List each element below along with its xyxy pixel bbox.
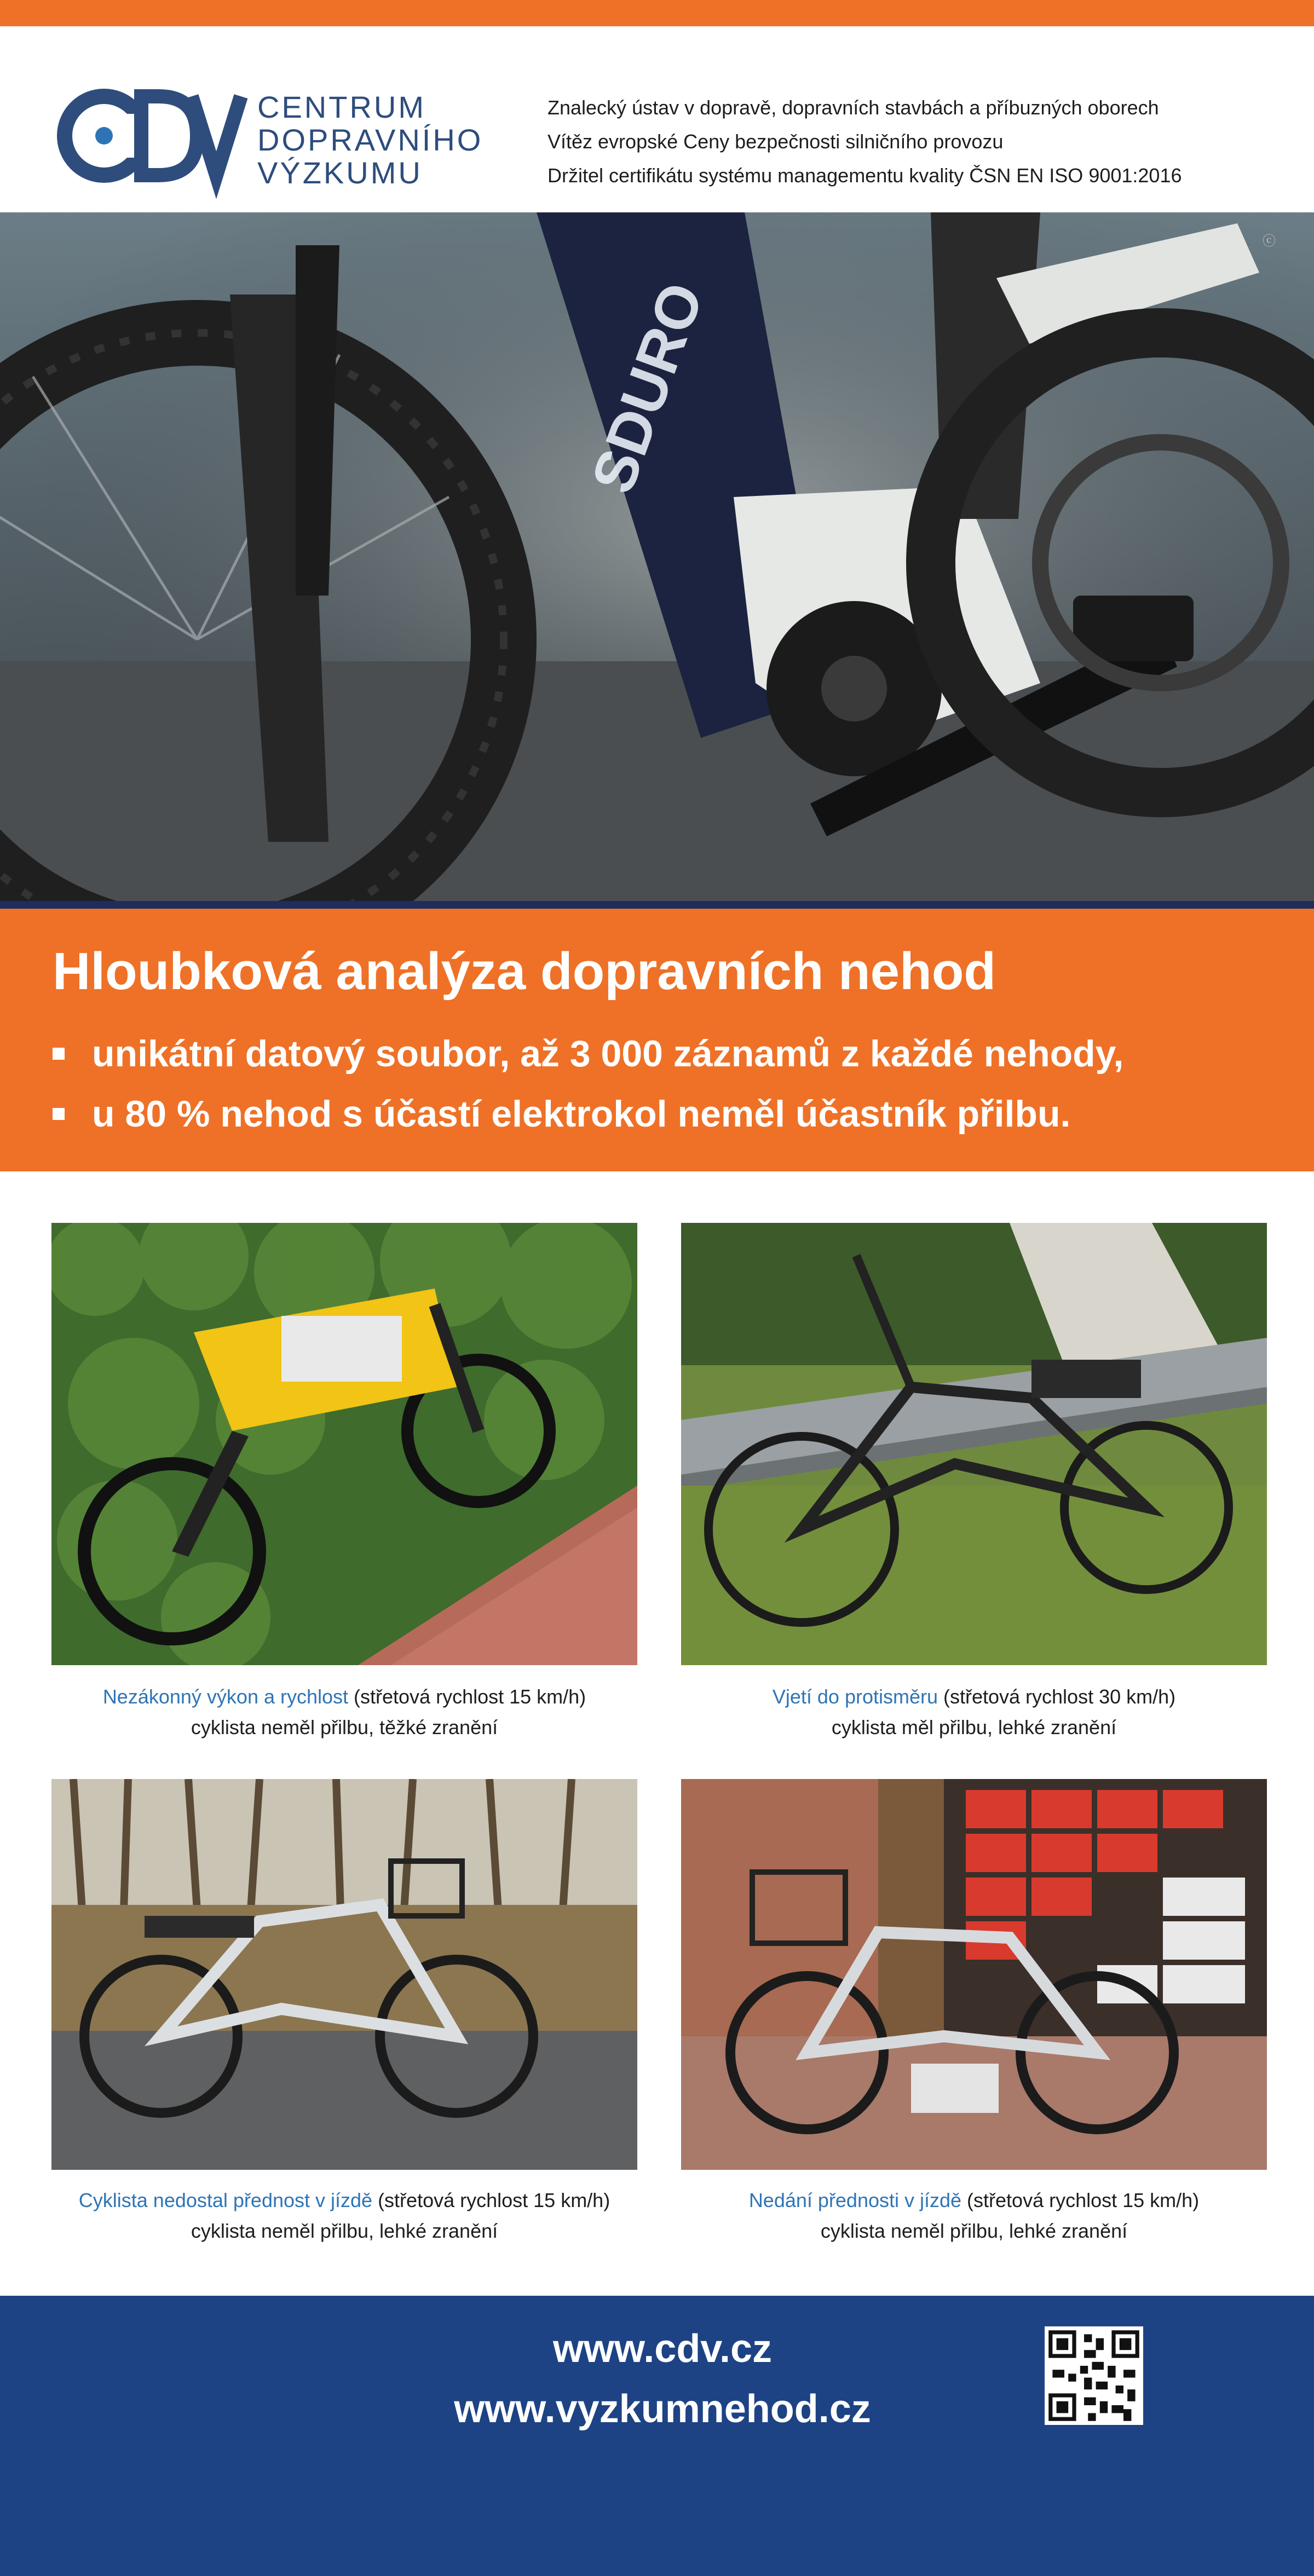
case-photo-1 [51, 1223, 637, 1665]
case-caption-line2: cyklista neměl přilbu, lehké zranění [820, 2220, 1128, 2242]
case-photo-4-illustration [681, 1779, 1267, 2170]
qr-code-icon[interactable] [1045, 2326, 1143, 2425]
case-caption-3 [30, 2185, 659, 2246]
case-photo-2-illustration [681, 1223, 1267, 1665]
case-caption-line1 [30, 2185, 659, 2216]
header-info-line: Držitel certifikátu systému managementu kvality ČSN EN ISO 9001:2016 [548, 164, 1182, 187]
photo-credit: ⓒ [1263, 234, 1276, 249]
analysis-heading: Hloubková analýza dopravních nehod [53, 942, 996, 1001]
case-photo-4 [681, 1779, 1267, 2170]
cdv-logo [49, 70, 252, 201]
footer [0, 2296, 1314, 2576]
bullet-square-icon [53, 1048, 65, 1060]
svg-text:SDURO: SDURO [578, 274, 717, 502]
case-photo-3-illustration [51, 1779, 637, 2170]
case-caption-line2: cyklista neměl přilbu, těžké zranění [191, 1716, 498, 1738]
header [0, 26, 1314, 212]
logo-line-1: CENTRUM [257, 90, 426, 124]
bullet-text: u 80 % nehod s účastí elektrokol neměl účastník přilbu. [92, 1093, 1071, 1135]
case-caption-4 [659, 2185, 1289, 2246]
case-highlight: Nezákonný výkon a rychlost [102, 1685, 349, 1708]
case-caption-2 [659, 1682, 1289, 1743]
case-highlight: Vjetí do protisměru [772, 1685, 938, 1708]
header-info-line: Vítěz evropské Ceny bezpečnosti silničního provozu [548, 130, 1004, 153]
hero-ebike-photo [0, 212, 1314, 903]
case-caption-line2: cyklista neměl přilbu, lehké zranění [191, 2220, 498, 2242]
logo-line-2: DOPRAVNÍHO [257, 123, 483, 157]
case-caption-line1 [659, 1682, 1289, 1712]
case-detail: (střetová rychlost 15 km/h) [372, 2189, 610, 2211]
case-caption-1 [30, 1682, 659, 1743]
case-detail: (střetová rychlost 30 km/h) [938, 1685, 1176, 1708]
case-caption-line1 [659, 2185, 1289, 2216]
header-info-line: Znalecký ústav v dopravě, dopravních stavbách a příbuzných oborech [548, 96, 1159, 119]
case-photo-3 [51, 1779, 637, 2170]
hero-ebike-illustration [0, 212, 1314, 903]
header-info [548, 91, 1182, 193]
case-caption-line2: cyklista měl přilbu, lehké zranění [831, 1716, 1117, 1738]
case-highlight: Nedání přednosti v jízdě [748, 2189, 962, 2211]
case-photo-2 [681, 1223, 1267, 1665]
case-detail: (střetová rychlost 15 km/h) [348, 1685, 586, 1708]
bullet-item [53, 1024, 1123, 1084]
bullet-item [53, 1084, 1123, 1144]
case-caption-line1 [30, 1682, 659, 1712]
case-photo-1-illustration [51, 1223, 637, 1665]
analysis-panel [0, 909, 1314, 1171]
logo-line-3: VÝZKUMU [257, 155, 423, 190]
hero-divider [0, 901, 1314, 909]
bullet-text: unikátní datový soubor, až 3 000 záznamů z každé nehody, [92, 1033, 1124, 1075]
case-detail: (střetová rychlost 15 km/h) [961, 2189, 1200, 2211]
footer-link-cdv[interactable]: www.cdv.cz [552, 2327, 773, 2371]
analysis-bullets [53, 1024, 1123, 1144]
top-accent-bar [0, 0, 1314, 26]
bullet-square-icon [53, 1108, 65, 1120]
footer-link-vyzkumnehod[interactable]: www.vyzkumnehod.cz [454, 2387, 871, 2431]
case-highlight: Cyklista nedostal přednost v jízdě [78, 2189, 373, 2211]
logo-wordmark [257, 91, 483, 189]
